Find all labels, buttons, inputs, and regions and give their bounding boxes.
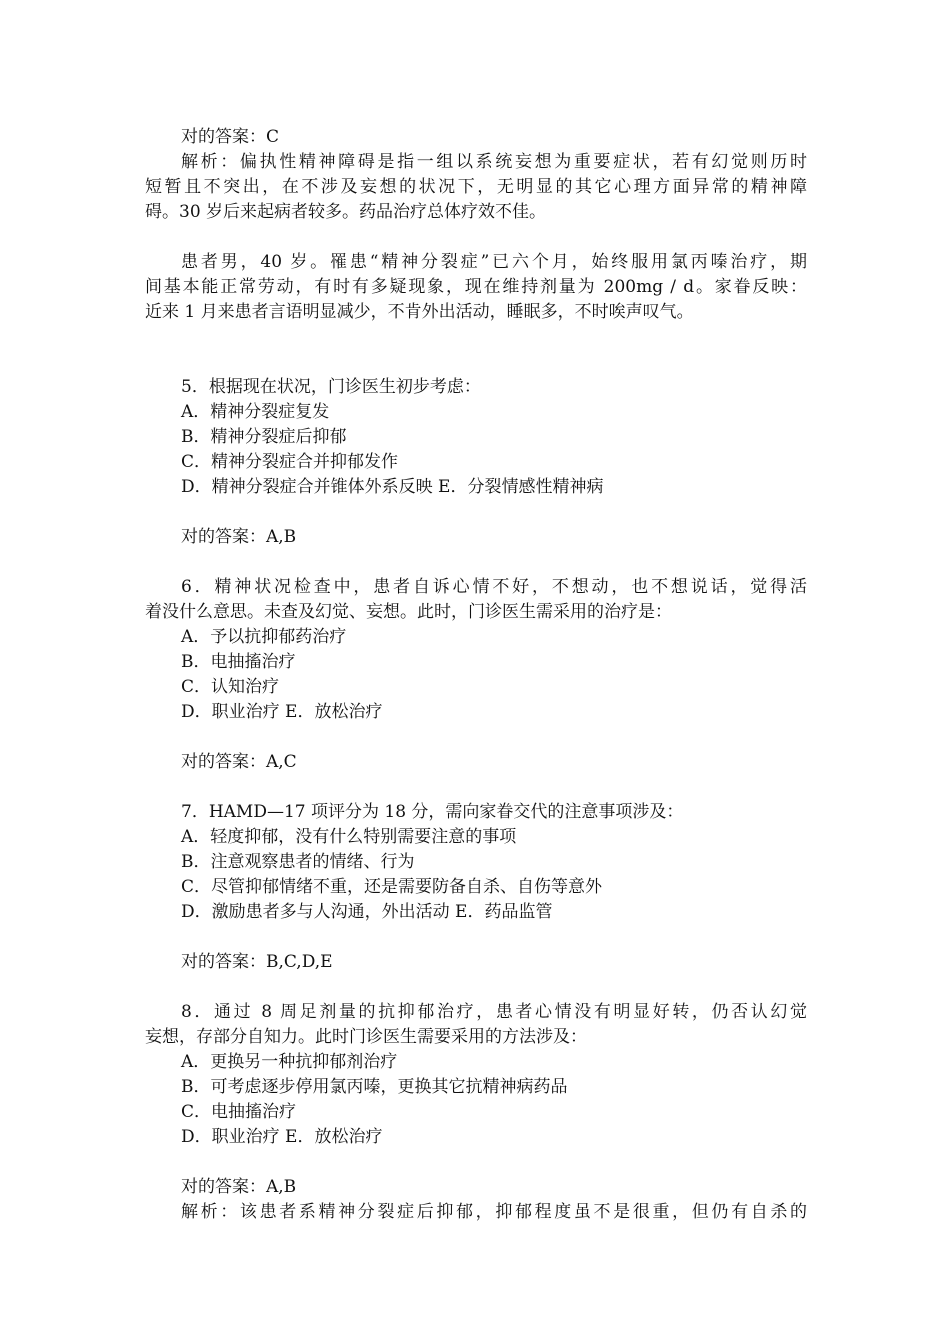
option-b: B．电抽搐治疗 bbox=[181, 652, 296, 672]
question-stem: 着没什么意思。未查及幻觉、妄想。此时，门诊医生需采用的治疗是： bbox=[145, 602, 672, 622]
case-line: 近来 1 月来患者言语明显减少，不肯外出活动，睡眠多，不时唉声叹气。 bbox=[145, 302, 694, 322]
option-d-e: D．精神分裂症合并锥体外系反映 E．分裂情感性精神病 bbox=[181, 477, 604, 497]
question-stem: 妄想，存部分自知力。此时门诊医生需要采用的方法涉及： bbox=[145, 1027, 587, 1047]
analysis-line: 短暂且不突出，在不涉及妄想的状况下，无明显的其它心理方面异常的精神障 bbox=[145, 177, 807, 197]
option-c: C．认知治疗 bbox=[181, 677, 280, 697]
option-a: A．更换另一种抗抑郁剂治疗 bbox=[181, 1052, 398, 1072]
option-c: C．精神分裂症合并抑郁发作 bbox=[181, 452, 399, 472]
document-body bbox=[145, 125, 807, 1225]
question-stem: 8．通过 8 周足剂量的抗抑郁治疗，患者心情没有明显好转，仍否认幻觉 bbox=[181, 1002, 807, 1022]
option-d-e: D．职业治疗 E．放松治疗 bbox=[181, 1127, 383, 1147]
option-a: A．予以抗抑郁药治疗 bbox=[181, 627, 347, 647]
option-d-e: D．激励患者多与人沟通，外出活动 E．药品监管 bbox=[181, 902, 553, 922]
question-stem: 6．精神状况检查中，患者自诉心情不好，不想动，也不想说话，觉得活 bbox=[181, 577, 807, 597]
option-a: A．轻度抑郁，没有什么特别需要注意的事项 bbox=[181, 827, 517, 847]
option-b: B．可考虑逐步停用氯丙嗪，更换其它抗精神病药品 bbox=[181, 1077, 568, 1097]
option-c: C．电抽搐治疗 bbox=[181, 1102, 297, 1122]
analysis-line: 解析：该患者系精神分裂症后抑郁，抑郁程度虽不是很重，但仍有自杀的 bbox=[181, 1202, 807, 1222]
case-line: 间基本能正常劳动，有时有多疑现象，现在维持剂量为 200mg / d。家眷反映： bbox=[145, 277, 807, 297]
analysis-line: 碍。30 岁后来起病者较多。药品治疗总体疗效不佳。 bbox=[145, 202, 547, 222]
answer-line: 对的答案：A,B bbox=[181, 527, 297, 547]
question-stem: 7．HAMD—17 项评分为 18 分，需向家眷交代的注意事项涉及： bbox=[181, 802, 684, 822]
answer-line: 对的答案：B,C,D,E bbox=[181, 952, 333, 972]
option-c: C．尽管抑郁情绪不重，还是需要防备自杀、自伤等意外 bbox=[181, 877, 603, 897]
answer-line: 对的答案：C bbox=[181, 127, 280, 147]
analysis-line: 解析：偏执性精神障碍是指一组以系统妄想为重要症状，若有幻觉则历时 bbox=[181, 152, 807, 172]
case-line: 患者男，40 岁。罹患“精神分裂症”已六个月，始终服用氯丙嗪治疗，期 bbox=[181, 252, 807, 272]
answer-line: 对的答案：A,C bbox=[181, 752, 297, 772]
option-a: A．精神分裂症复发 bbox=[181, 402, 330, 422]
option-b: B．精神分裂症后抑郁 bbox=[181, 427, 347, 447]
option-b: B．注意观察患者的情绪、行为 bbox=[181, 852, 415, 872]
question-stem: 5．根据现在状况，门诊医生初步考虑： bbox=[181, 377, 481, 397]
answer-line: 对的答案：A,B bbox=[181, 1177, 297, 1197]
option-d-e: D．职业治疗 E．放松治疗 bbox=[181, 702, 383, 722]
